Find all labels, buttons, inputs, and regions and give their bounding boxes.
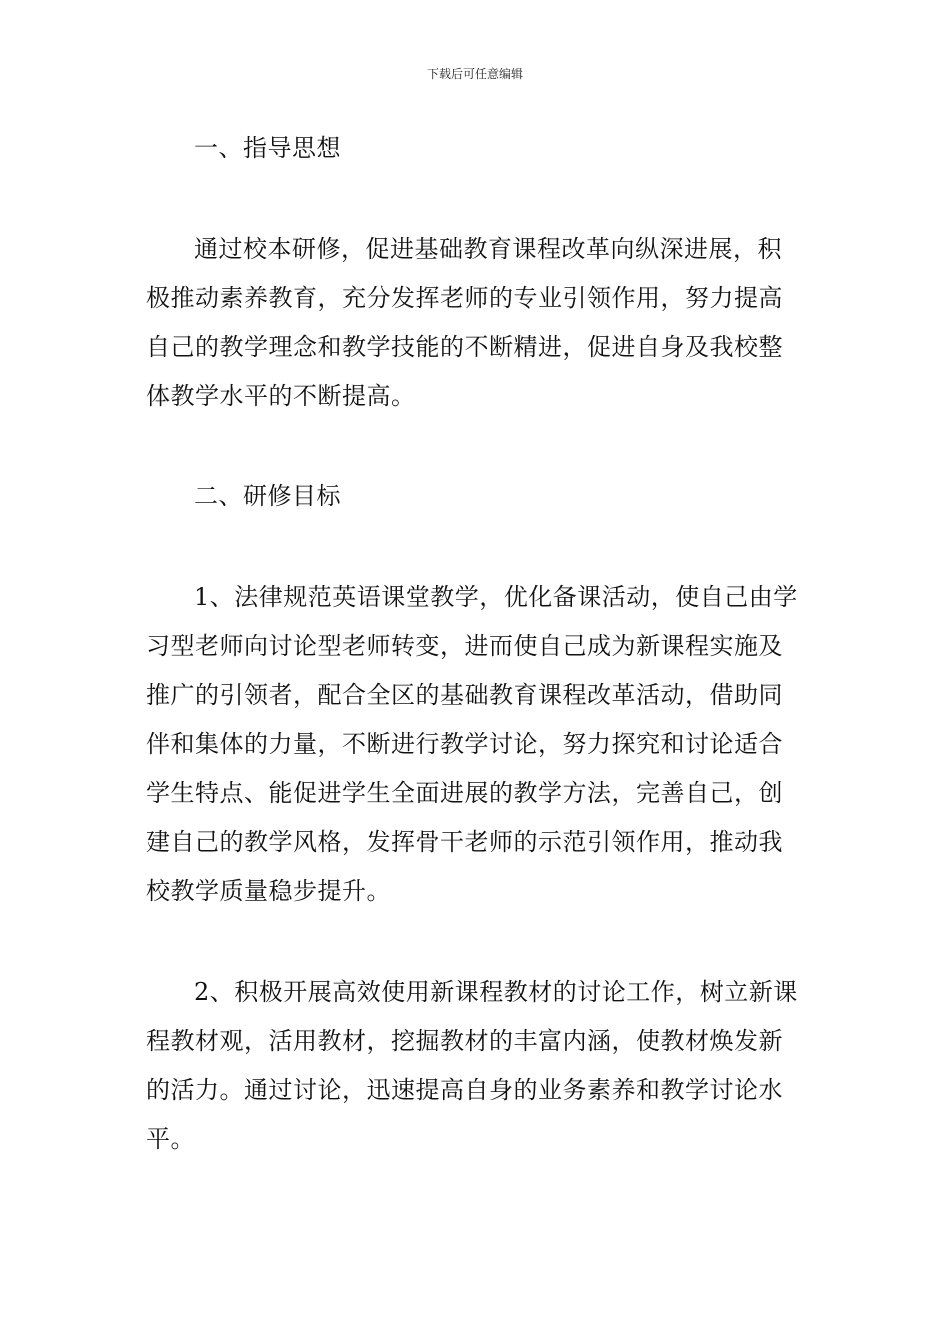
- heading-guiding-ideology: 一、指导思想: [194, 134, 341, 162]
- page-header: 下载后可任意编辑: [426, 67, 523, 81]
- paragraph-guiding-ideology: 通过校本研修，促进基础教育课程改革向纵深进展，积极推动素养教育，充分发挥老师的专业引领作用，努力提高自己的教学理念和教学技能的不断精进，促进自身及我校整体教学水平的不断提高。: [146, 235, 783, 410]
- paragraph-goal-2: 2、积极开展高效使用新课程教材的讨论工作，树立新课程教材观，活用教材，挖掘教材的丰富内涵，使教材焕发新的活力。通过讨论，迅速提高自身的业务素养和教学讨论水平。: [146, 978, 798, 1153]
- paragraph-goal-1: 1、法律规范英语课堂教学，优化备课活动，使自己由学习型老师向讨论型老师转变，进而使自己成为新课程实施及推广的引领者，配合全区的基础教育课程改革活动，借助同伴和集体的力量，不断进行教学讨论，努力探究和讨论适合学生特点、能促进学生全面进展的教学方法，完善自己，创建自己的教学风格，发挥骨干老师的示范引领作用，推动我校教学质量稳步提升。: [146, 583, 798, 905]
- heading-training-goals: 二、研修目标: [194, 482, 341, 510]
